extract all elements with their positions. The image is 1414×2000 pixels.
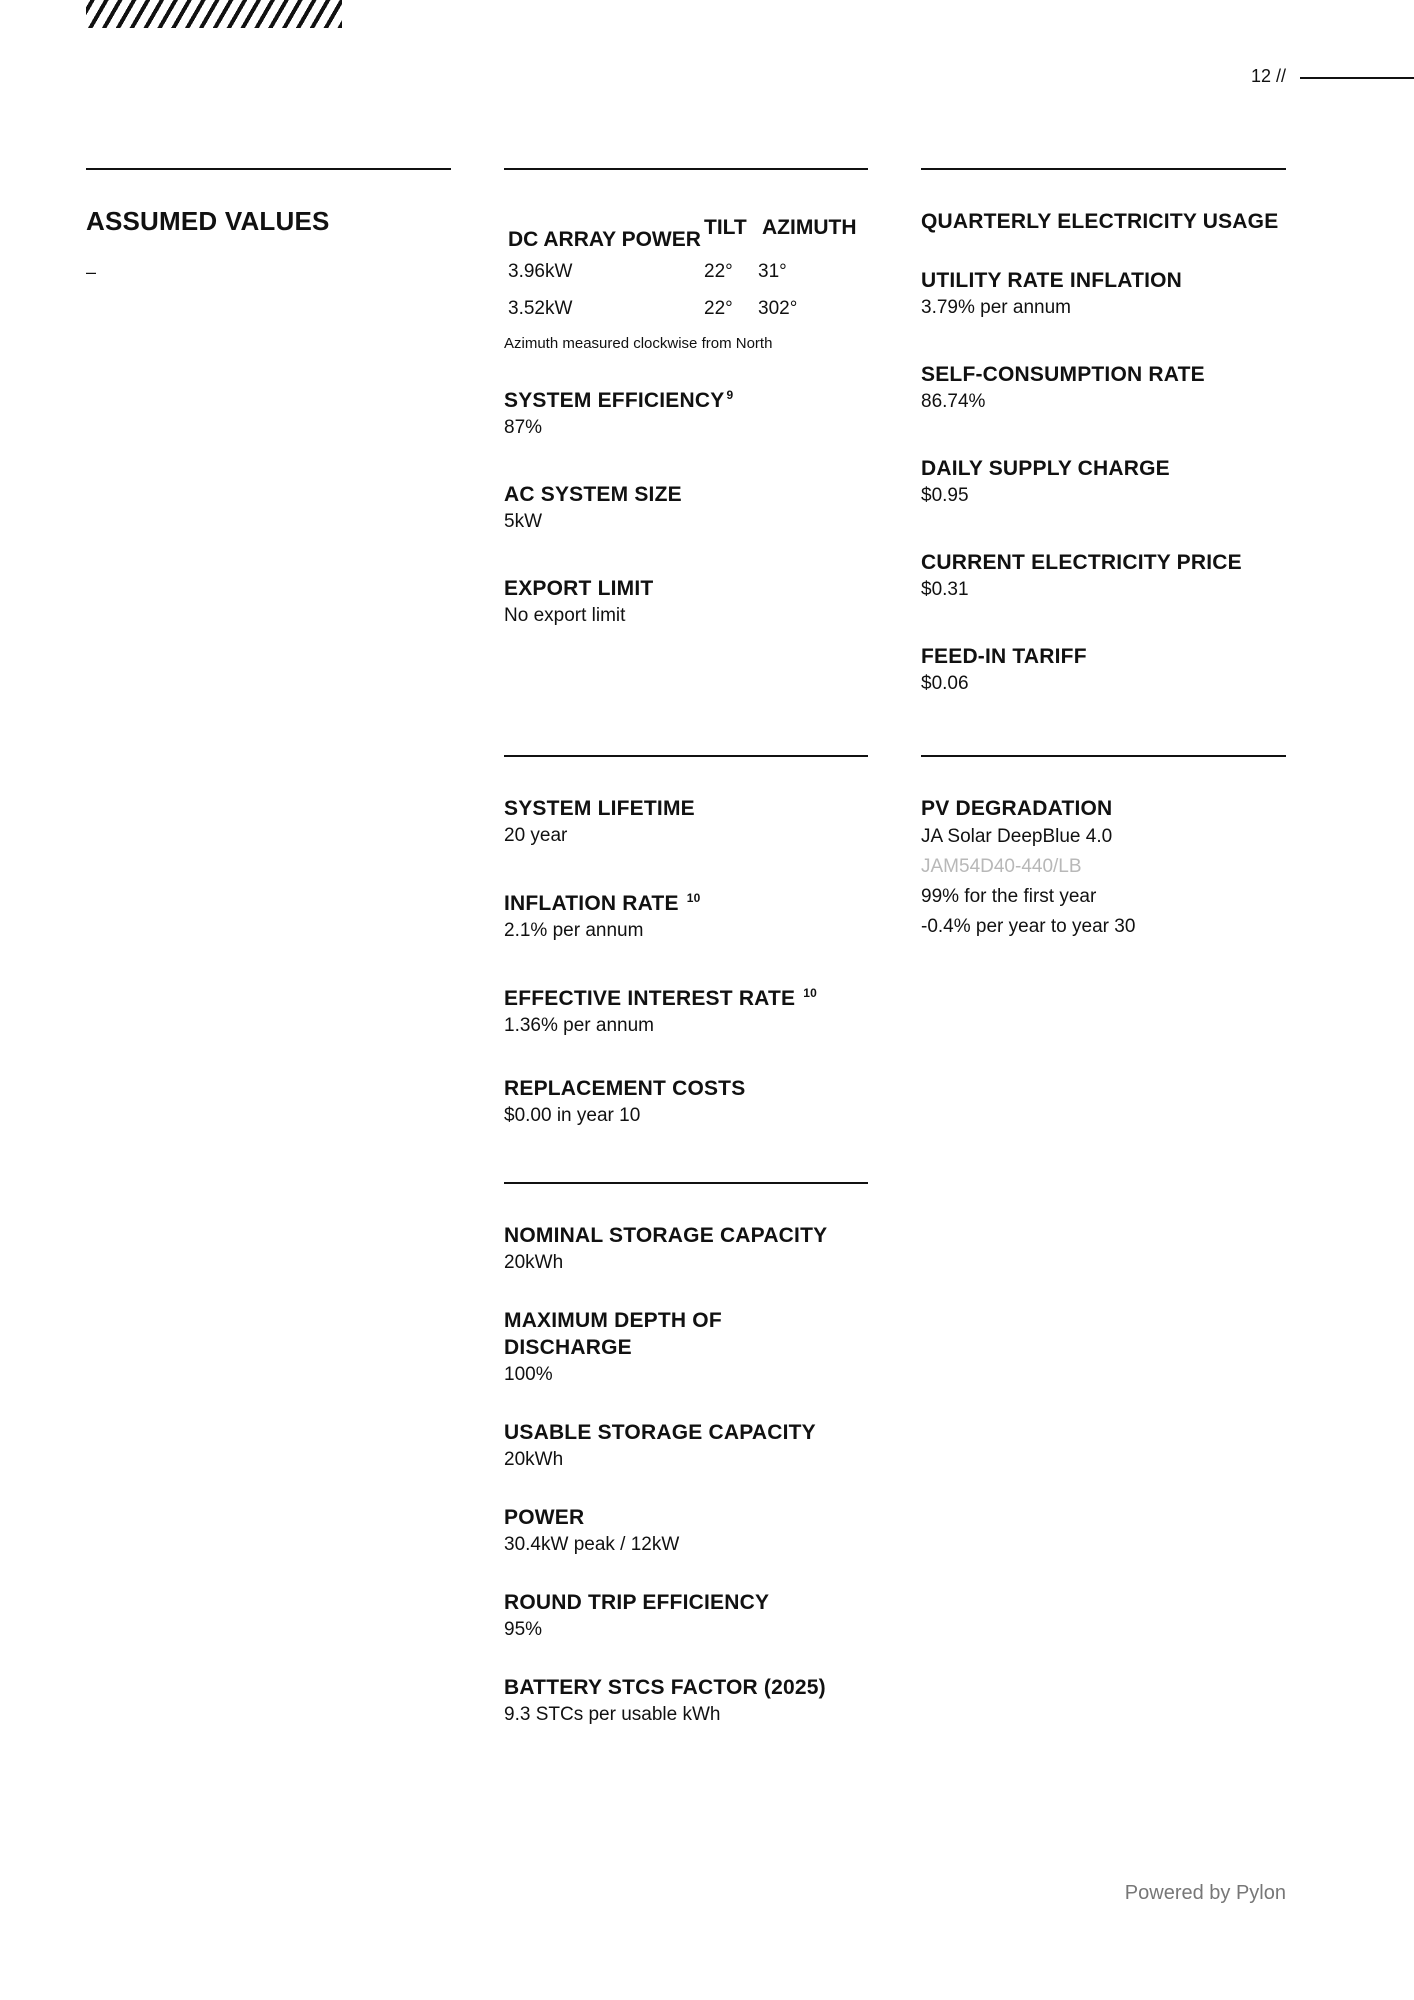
self-consumption-field: [921, 361, 1291, 415]
first-year-degradation: 99% for the first year: [921, 886, 1097, 907]
interest-rate-value: 1.36% per annum: [504, 1015, 654, 1036]
nominal-storage-field: [504, 1222, 874, 1276]
usage-column: [921, 208, 1291, 737]
utility-inflation-value: 3.79% per annum: [921, 297, 1071, 318]
degradation-column: [921, 795, 1291, 942]
powered-by-footer: Powered by Pylon: [1124, 1882, 1286, 1904]
electricity-price-value: $0.31: [921, 579, 969, 600]
decorative-hatch: [86, 0, 342, 28]
replacement-costs-value: $0.00 in year 10: [504, 1105, 641, 1126]
interest-rate-field: [504, 980, 874, 1039]
export-limit-value: No export limit: [504, 605, 626, 626]
financial-column: [504, 795, 874, 1169]
stcs-factor-value: 9.3 STCs per usable kWh: [504, 1704, 721, 1725]
export-limit-label: EXPORT LIMIT: [504, 577, 654, 600]
divider: [504, 1182, 868, 1184]
interest-rate-label: EFFECTIVE INTEREST RATE: [504, 987, 796, 1010]
ac-system-size-label: AC SYSTEM SIZE: [504, 483, 682, 506]
panel-model: JAM54D40-440/LB: [921, 856, 1082, 877]
section-title: ASSUMED VALUES: [86, 206, 330, 236]
footnote-ref: 10: [686, 891, 701, 905]
tilt-header: TILT: [704, 216, 747, 239]
pv-degradation-label: PV DEGRADATION: [921, 797, 1113, 820]
depth-of-discharge-field: [504, 1307, 804, 1388]
feed-in-tariff-field: [921, 643, 1291, 697]
system-efficiency-value: 87%: [504, 417, 543, 438]
divider: [921, 168, 1286, 170]
daily-supply-field: [921, 455, 1291, 509]
azimuth-note: Azimuth measured clockwise from North: [504, 335, 773, 352]
utility-inflation-field: [921, 267, 1291, 321]
self-consumption-value: 86.74%: [921, 391, 986, 412]
footnote-ref: 10: [803, 986, 818, 1000]
utility-inflation-label: UTILITY RATE INFLATION: [921, 269, 1183, 292]
nominal-storage-label: NOMINAL STORAGE CAPACITY: [504, 1224, 828, 1247]
electricity-price-label: CURRENT ELECTRICITY PRICE: [921, 551, 1242, 574]
system-lifetime-value: 20 year: [504, 825, 568, 846]
usable-storage-field: [504, 1419, 874, 1473]
dc-array-power-header: DC ARRAY POWER: [508, 228, 701, 251]
round-trip-efficiency-field: [504, 1589, 874, 1643]
divider: [504, 168, 868, 170]
battery-column: [504, 1222, 874, 1768]
array-power-cell: 3.52kW: [508, 297, 573, 319]
inflation-rate-value: 2.1% per annum: [504, 920, 644, 941]
daily-supply-value: $0.95: [921, 485, 969, 506]
inflation-rate-field: [504, 885, 874, 944]
system-lifetime-field: [504, 795, 874, 849]
round-trip-efficiency-label: ROUND TRIP EFFICIENCY: [504, 1591, 770, 1614]
tilt-cell: 22°: [704, 260, 733, 282]
self-consumption-label: SELF-CONSUMPTION RATE: [921, 363, 1205, 386]
power-value: 30.4kW peak / 12kW: [504, 1534, 680, 1555]
power-label: POWER: [504, 1506, 585, 1529]
array-power-cell: 3.96kW: [508, 260, 573, 282]
round-trip-efficiency-value: 95%: [504, 1619, 543, 1640]
electricity-price-field: [921, 549, 1291, 603]
usable-storage-value: 20kWh: [504, 1449, 564, 1470]
stcs-factor-field: [504, 1674, 874, 1728]
replacement-costs-field: [504, 1075, 874, 1129]
footnote-ref: 9: [726, 388, 734, 402]
replacement-costs-label: REPLACEMENT COSTS: [504, 1077, 746, 1100]
divider: [921, 755, 1286, 757]
title-dash: –: [86, 262, 97, 282]
depth-of-discharge-label: MAXIMUM DEPTH OF DISCHARGE: [504, 1309, 722, 1359]
feed-in-tariff-value: $0.06: [921, 673, 969, 694]
array-table: [508, 214, 856, 327]
power-field: [504, 1504, 874, 1558]
divider: [504, 755, 868, 757]
nominal-storage-value: 20kWh: [504, 1252, 564, 1273]
azimuth-cell: 302°: [758, 297, 798, 319]
export-limit-field: [504, 575, 874, 629]
system-lifetime-label: SYSTEM LIFETIME: [504, 797, 695, 820]
table-row: [508, 290, 856, 327]
azimuth-header: AZIMUTH: [762, 216, 857, 239]
stcs-factor-label: BATTERY STCS FACTOR (2025): [504, 1676, 826, 1699]
usable-storage-label: USABLE STORAGE CAPACITY: [504, 1421, 816, 1444]
inflation-rate-label: INFLATION RATE: [504, 892, 679, 915]
ac-system-size-field: [504, 481, 874, 535]
daily-supply-label: DAILY SUPPLY CHARGE: [921, 457, 1170, 480]
quarterly-usage-label: QUARTERLY ELECTRICITY USAGE: [921, 210, 1279, 233]
system-efficiency-label: SYSTEM EFFICIENCY: [504, 389, 725, 412]
page-number-rule: [1300, 77, 1414, 79]
divider: [86, 168, 451, 170]
azimuth-cell: 31°: [758, 260, 787, 282]
quarterly-usage-field: [921, 208, 1291, 235]
array-system-column: [504, 214, 874, 669]
feed-in-tariff-label: FEED-IN TARIFF: [921, 645, 1087, 668]
ac-system-size-value: 5kW: [504, 511, 542, 532]
depth-of-discharge-value: 100%: [504, 1364, 553, 1385]
tilt-cell: 22°: [704, 297, 733, 319]
page-number: 12 //: [1250, 66, 1286, 86]
system-efficiency-field: [504, 382, 874, 441]
table-row: [508, 253, 856, 290]
annual-degradation: -0.4% per year to year 30: [921, 916, 1136, 937]
panel-name: JA Solar DeepBlue 4.0: [921, 826, 1113, 847]
